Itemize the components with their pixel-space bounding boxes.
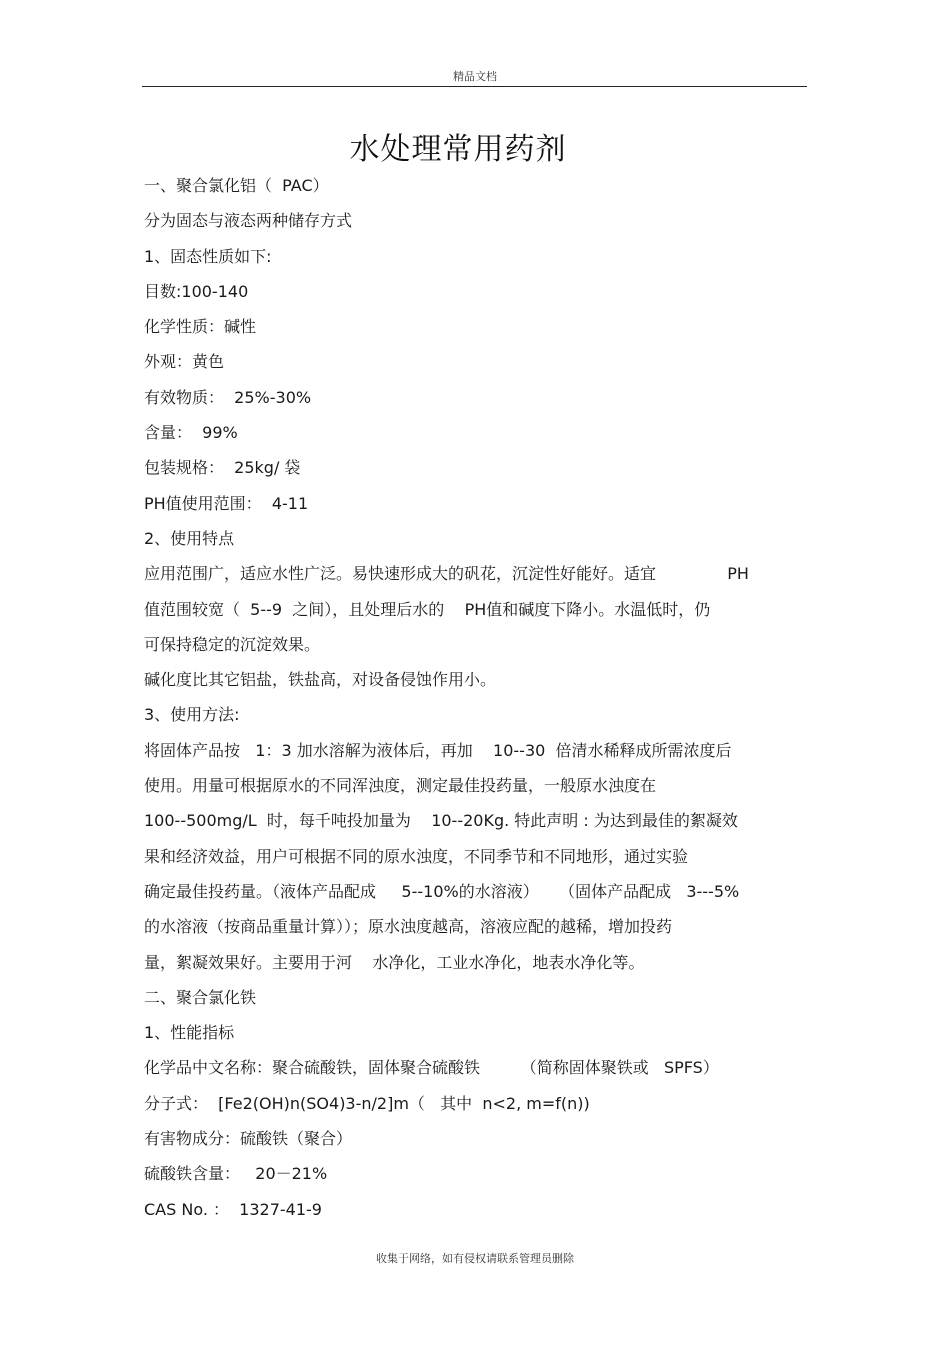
- text-line: 值范围较宽（ 5--9 之间），且处理后水的 PH值和碱度下降小。水温低时，仍: [144, 599, 711, 619]
- text-line: 使用。用量可根据原水的不同浑浊度，测定最佳投药量，一般原水浊度在: [144, 776, 657, 796]
- property-line: 有害物成分：硫酸铁（聚合）: [144, 1129, 353, 1149]
- page-footer: 收集于网络，如有侵权请联系管理员删除: [376, 1252, 574, 1265]
- text-line: 果和经济效益，用户可根据不同的原水浊度，不同季节和不同地形，通过实验: [144, 846, 689, 866]
- document-body: [144, 168, 808, 1227]
- property-line: 外观：黄色: [144, 352, 225, 372]
- subsection-heading: 2、使用特点: [144, 528, 235, 548]
- text-line: 的水溶液（按商品重量计算））；原水浊度越高，溶液应配的越稀，增加投药: [144, 917, 673, 937]
- property-line: 含量： 99%: [144, 423, 238, 443]
- property-line: CAS No. ： 1327-41-9: [144, 1199, 322, 1219]
- property-line: 化学品中文名称：聚合硫酸铁，固体聚合硫酸铁 （简称固体聚铁或 SPFS）: [144, 1058, 719, 1078]
- document-title: 水处理常用药剂: [349, 132, 567, 167]
- text-line: 100--500mg/L 时，每千吨投加量为 10--20Kg. 特此声明 : 为达到最佳的絮凝效: [144, 811, 738, 831]
- property-line: 包装规格： 25kg/ 袋: [144, 458, 301, 478]
- property-line: 化学性质：碱性: [144, 317, 257, 337]
- text-line: 应用范围广，适应水性广泛。易快速形成大的矾花，沉淀性好能好。适宜 PH: [144, 564, 749, 584]
- property-line: 目数:100-140: [144, 281, 249, 301]
- section-heading-pfc: 二、聚合氯化铁: [144, 987, 257, 1007]
- subsection-heading: 1、性能指标: [144, 1023, 235, 1043]
- text-line: 量，絮凝效果好。主要用于河 水净化，工业水净化，地表水净化等。: [144, 952, 645, 972]
- text-line: 可保持稳定的沉淀效果。: [144, 634, 321, 654]
- header-divider: [142, 86, 807, 87]
- property-line: 硫酸铁含量： 20－21%: [144, 1164, 328, 1184]
- property-line: 分子式： [Fe2(OH)n(SO4)3-n/2]m（ 其中 n<2, m=f(n)): [144, 1093, 590, 1113]
- text-line: 将固体产品按 1：3 加水溶解为液体后，再加 10--30 倍清水稀释成所需浓度后: [144, 740, 732, 760]
- page-header: 精品文档: [453, 70, 497, 83]
- section-heading-pac: 一、聚合氯化铝（ PAC）: [144, 176, 329, 195]
- property-line: 有效物质： 25%-30%: [144, 387, 312, 407]
- text-line: 碱化度比其它铝盐，铁盐高，对设备侵蚀作用小。: [144, 670, 497, 690]
- subsection-heading: 1、固态性质如下:: [144, 246, 272, 266]
- text-line: 分为固态与液态两种储存方式: [144, 211, 353, 231]
- property-line: PH值使用范围： 4-11: [144, 493, 309, 513]
- text-line: 确定最佳投药量。（液体产品配成 5--10%的水溶液） （固体产品配成 3---5%: [144, 881, 740, 901]
- subsection-heading: 3、使用方法:: [144, 705, 240, 725]
